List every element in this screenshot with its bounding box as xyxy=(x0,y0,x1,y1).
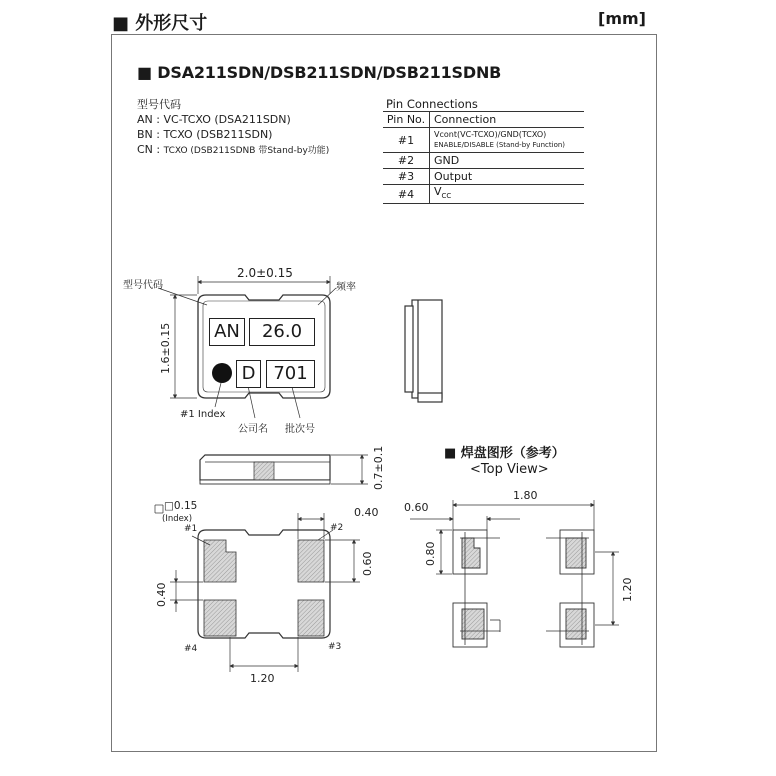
pin-label-1: #1 xyxy=(184,524,198,534)
marking-frequency: 26.0 xyxy=(249,318,315,346)
land-dim-pad-width: 0.60 xyxy=(404,501,429,514)
label-model-code: 型号代码 xyxy=(123,280,163,291)
pin-number: #4 xyxy=(383,185,430,204)
land-dim-span: 1.80 xyxy=(513,489,538,502)
dim-package-width: 2.0±0.15 xyxy=(237,266,293,280)
code-cn-text: TCXO (DSB211SDNB 带Stand-by功能) xyxy=(163,146,330,156)
marking-lot: 701 xyxy=(266,360,315,388)
code-cn-prefix: CN : xyxy=(137,143,164,156)
dim-package-height xyxy=(131,289,172,374)
pin1-conn-line1: Vcont(VC-TCXO)/GND(TCXO) xyxy=(434,130,547,139)
land-dim-pad-height: 0.80 xyxy=(424,541,437,566)
land-pattern-pads xyxy=(453,530,594,647)
model-codes-heading: 型号代码 xyxy=(137,98,181,111)
side-view-front xyxy=(200,455,330,484)
land-pattern-title: ■ 焊盘图形（参考） xyxy=(444,446,565,461)
label-company: 公司名 xyxy=(238,424,268,435)
pad-3 xyxy=(298,600,324,636)
land-pattern-subtitle: <Top View> xyxy=(470,462,549,477)
pin-table-title: Pin Connections xyxy=(386,97,478,111)
code-bn: BN : TCXO (DSB211SDN) xyxy=(137,128,273,141)
pin-label-4: #4 xyxy=(184,644,198,654)
model-title: ■ DSA211SDN/DSB211SDN/DSB211SDNB xyxy=(137,63,502,82)
pin-number: #3 xyxy=(383,169,430,185)
vcc-main: V xyxy=(434,185,442,198)
dim-pad-pitch: 1.20 xyxy=(250,672,275,685)
label-lot: 批次号 xyxy=(285,424,315,435)
marking-company: D xyxy=(236,360,261,388)
label-index: #1 Index xyxy=(180,409,226,420)
vcc-sub: CC xyxy=(441,192,452,201)
header-pin-no: Pin No. xyxy=(383,112,430,128)
dim-pad-height: 0.60 xyxy=(361,551,374,576)
pad-2 xyxy=(298,540,324,582)
dim-package-thickness: 0.7±0.1 xyxy=(372,445,385,490)
pin-connection: Output xyxy=(430,169,585,185)
land-dim-pitch: 1.20 xyxy=(621,577,634,602)
side-view-right xyxy=(405,300,442,402)
pin-label-2: #2 xyxy=(330,523,344,533)
marking-model-code: AN xyxy=(209,318,245,346)
pin-connection: GND xyxy=(430,153,585,169)
index-label: (Index) xyxy=(162,514,193,524)
index-dot xyxy=(212,363,232,383)
unit-label: [mm] xyxy=(598,9,646,28)
code-an: AN : VC-TCXO (DSA211SDN) xyxy=(137,113,291,126)
pin-number: #2 xyxy=(383,153,430,169)
dim-package-height-text: 1.6±0.15 xyxy=(159,322,172,374)
pin-label-3: #3 xyxy=(328,642,342,652)
dim-index-size: □0.15 xyxy=(164,500,198,512)
pin-number: #1 xyxy=(383,128,430,153)
dim-pad-gap: 0.40 xyxy=(155,582,168,607)
pad-4 xyxy=(204,600,236,636)
pin1-conn-line2: ENABLE/DISABLE (Stand-by Function) xyxy=(434,141,566,149)
side-view-dimensions xyxy=(331,455,368,484)
dim-pad-width: 0.40 xyxy=(354,506,379,519)
header-connection: Connection xyxy=(430,112,585,128)
label-frequency: 频率 xyxy=(336,282,356,293)
section-title: ■ 外形尺寸 xyxy=(112,13,208,34)
